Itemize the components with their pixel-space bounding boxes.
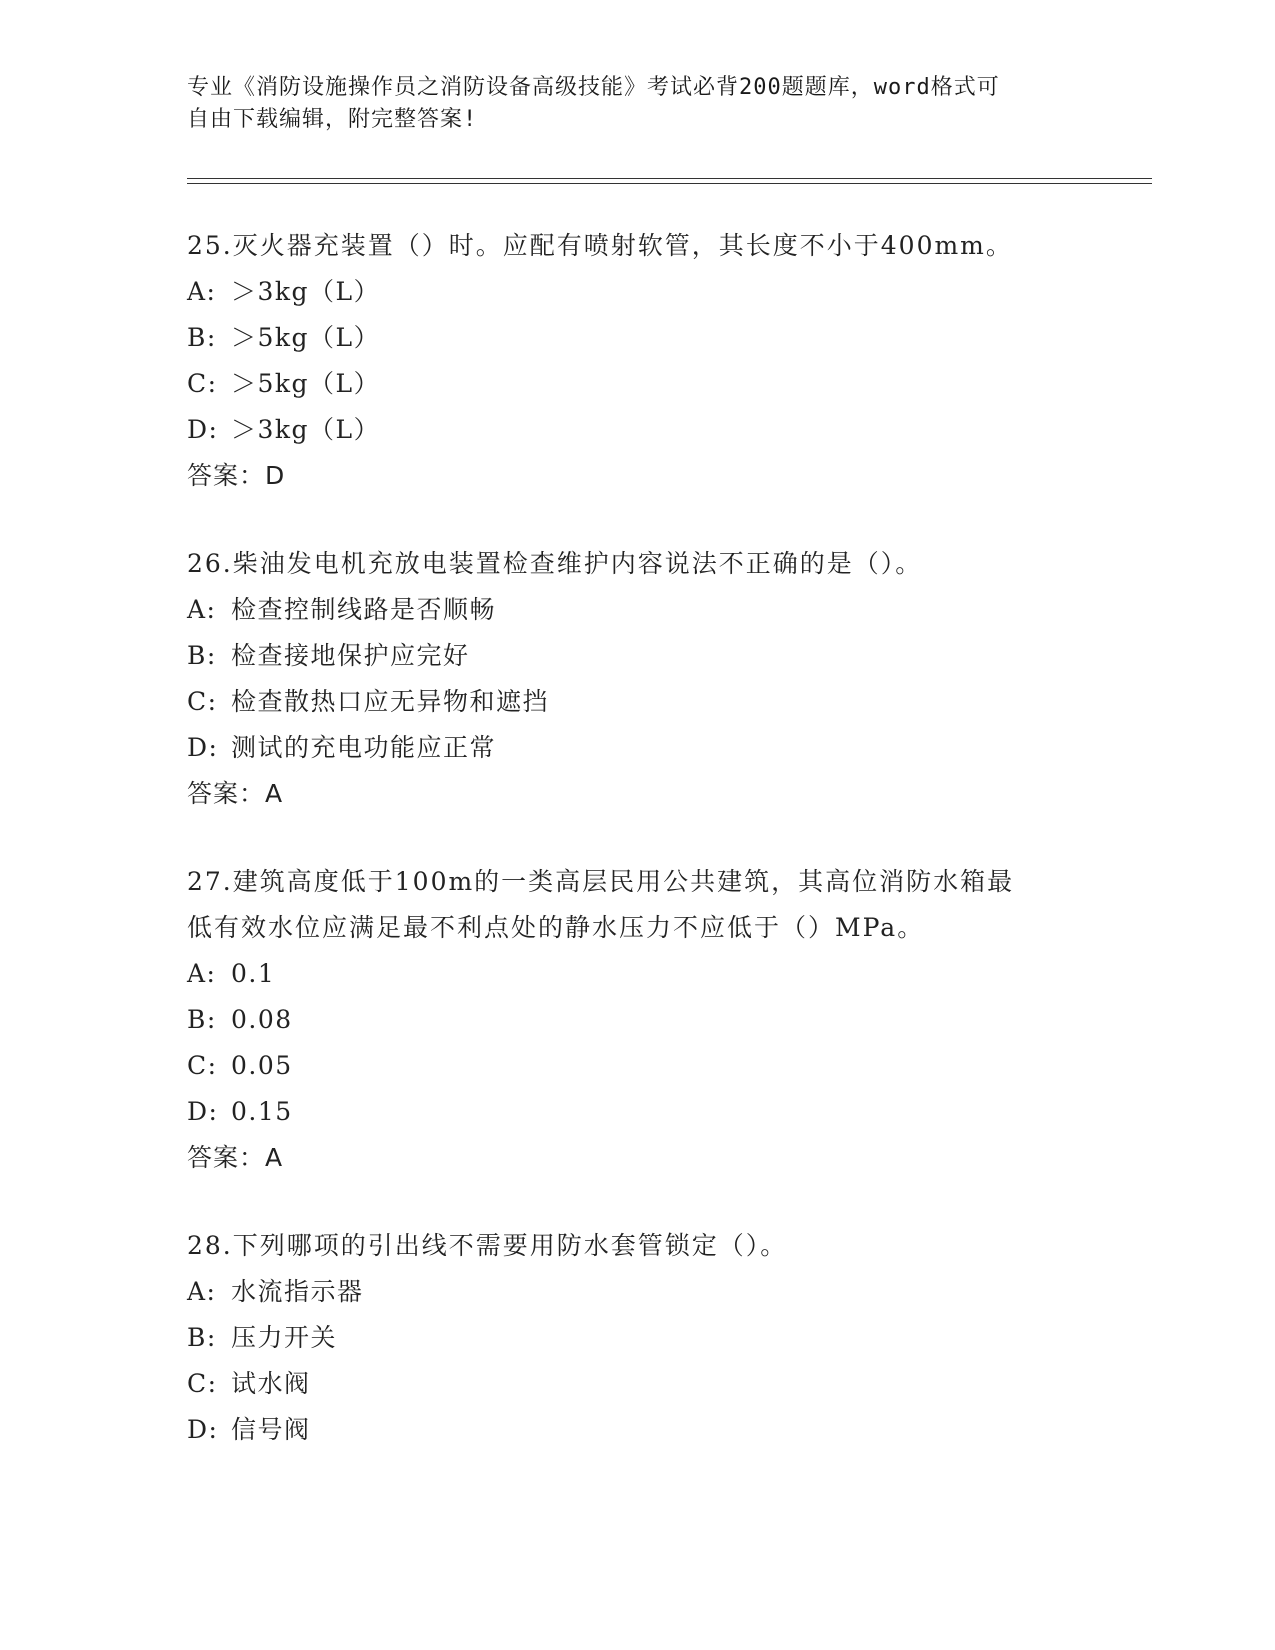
option-b (187, 997, 1087, 1043)
option-a (187, 587, 1087, 633)
option-d (187, 407, 1087, 453)
header-line-1: 专业《消防设施操作员之消防设备高级技能》考试必背200题题库，word格式可 (187, 75, 1000, 100)
option-text: 检查散热口应无异物和遮挡 (231, 687, 550, 716)
option-text: ＞3kg（L） (231, 415, 381, 444)
option-c (187, 679, 1087, 725)
option-key: B: (187, 641, 217, 670)
option-text: 水流指示器 (231, 1277, 364, 1306)
option-key: A: (187, 1277, 217, 1306)
question-27 (187, 859, 1087, 1181)
header-divider-top (187, 178, 1152, 179)
option-b (187, 315, 1087, 361)
option-text: ＞3kg（L） (231, 277, 381, 306)
option-text: 0.05 (231, 1051, 293, 1080)
option-key: D: (187, 1097, 219, 1126)
option-text: ＞5kg（L） (231, 369, 381, 398)
option-key: C: (187, 1051, 218, 1080)
option-c (187, 1361, 1087, 1407)
option-key: D: (187, 1415, 219, 1444)
option-text: 测试的充电功能应正常 (231, 733, 497, 762)
header-divider-bottom (187, 183, 1152, 184)
option-text: 0.08 (231, 1005, 293, 1034)
question-stem: 26.柴油发电机充放电装置检查维护内容说法不正确的是（）。 (187, 549, 923, 578)
option-key: D: (187, 733, 219, 762)
option-key: A: (187, 595, 217, 624)
question-stem: 28.下列哪项的引出线不需要用防水套管锁定（）。 (187, 1231, 788, 1260)
question-stem: 27.建筑高度低于100m的一类高层民用公共建筑，其高位消防水箱最 (187, 867, 1015, 896)
question-28 (187, 1223, 1087, 1453)
option-c (187, 361, 1087, 407)
option-text: 试水阀 (231, 1369, 311, 1398)
option-b (187, 633, 1087, 679)
option-text: 压力开关 (231, 1323, 338, 1352)
option-key: A: (187, 959, 217, 988)
option-text: 0.1 (231, 959, 276, 988)
question-25 (187, 223, 1087, 499)
option-key: B: (187, 1323, 217, 1352)
option-text: 信号阀 (231, 1415, 311, 1444)
option-a (187, 951, 1087, 997)
option-key: B: (187, 1005, 217, 1034)
question-26 (187, 541, 1087, 817)
option-d (187, 725, 1087, 771)
answer-line: 答案：D (187, 461, 286, 490)
option-text: 检查接地保护应完好 (231, 641, 470, 670)
header-line-2: 自由下载编辑，附完整答案! (187, 107, 478, 132)
option-key: B: (187, 323, 217, 352)
option-a (187, 1269, 1087, 1315)
option-text: 0.15 (231, 1097, 293, 1126)
answer-line: 答案：A (187, 1143, 284, 1172)
option-text: ＞5kg（L） (231, 323, 381, 352)
question-stem: 25.灭火器充装置（）时。应配有喷射软管，其长度不小于400mm。 (187, 231, 1013, 260)
document-header (187, 72, 1067, 136)
option-key: C: (187, 369, 218, 398)
question-stem-continued: 低有效水位应满足最不利点处的静水压力不应低于（）MPa。 (187, 913, 925, 942)
option-a (187, 269, 1087, 315)
option-key: C: (187, 1369, 218, 1398)
option-key: A: (187, 277, 217, 306)
option-key: C: (187, 687, 218, 716)
option-d (187, 1089, 1087, 1135)
option-c (187, 1043, 1087, 1089)
answer-line: 答案：A (187, 779, 284, 808)
option-b (187, 1315, 1087, 1361)
option-d (187, 1407, 1087, 1453)
option-text: 检查控制线路是否顺畅 (231, 595, 497, 624)
option-key: D: (187, 415, 219, 444)
